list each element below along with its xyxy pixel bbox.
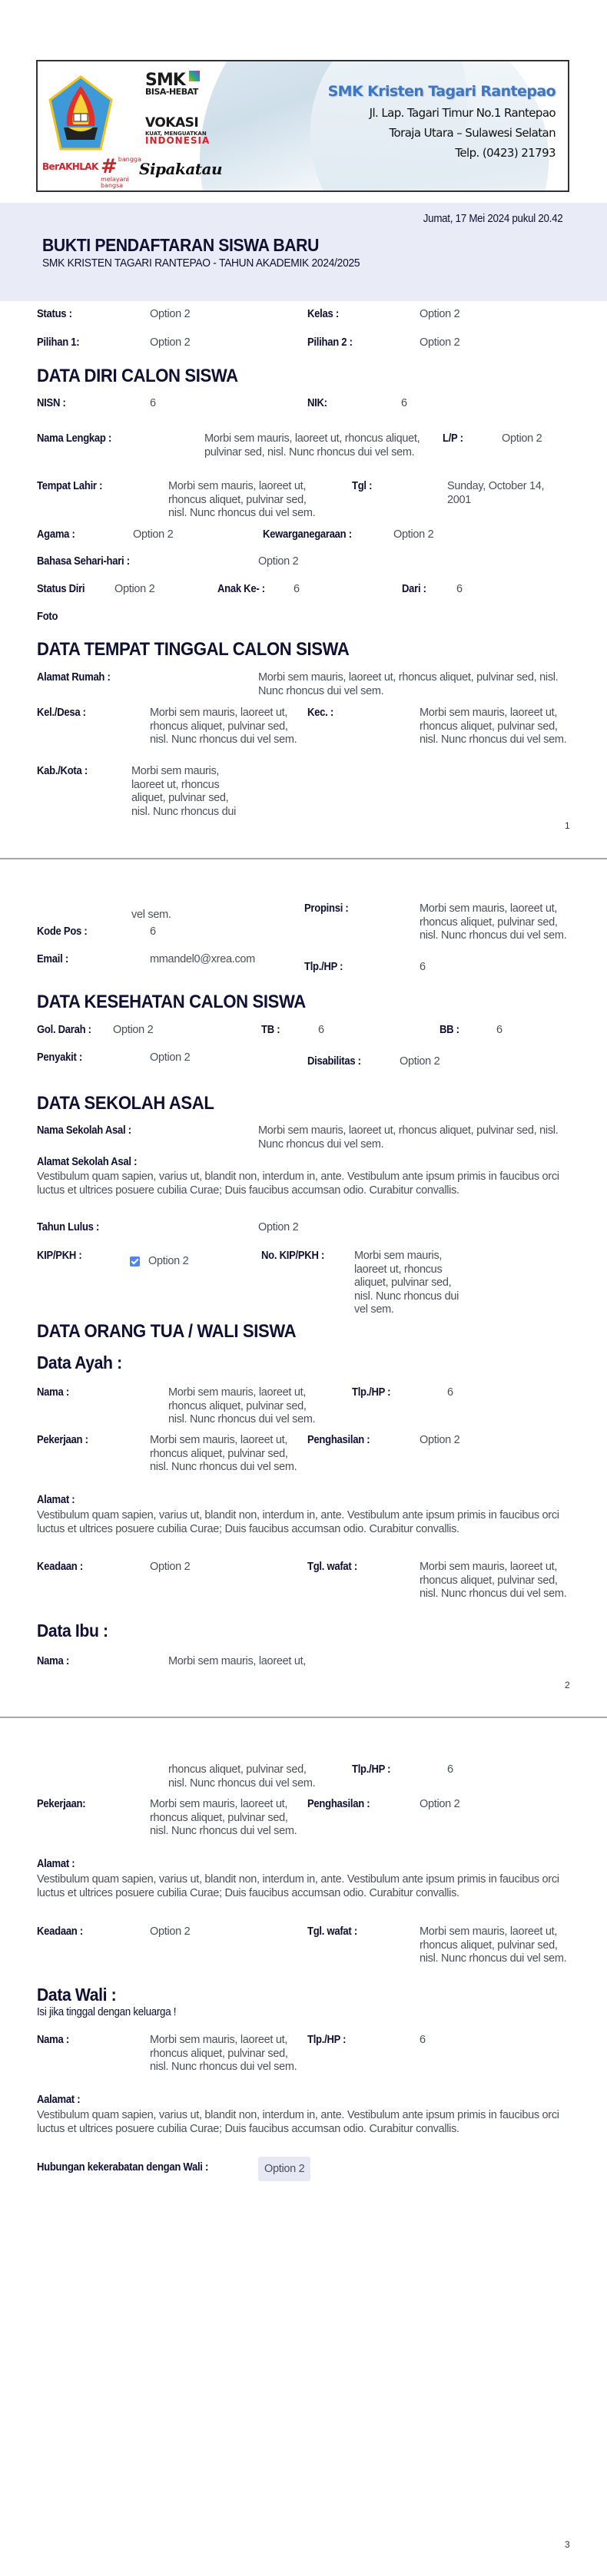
nik-label: NIK: [307, 397, 327, 409]
ayah-alamat-label: Alamat : [37, 1494, 75, 1506]
ibu-nama-value: Morbi sem mauris, laoreet ut, [168, 1655, 307, 1667]
tempat-lahir-value: Morbi sem mauris, laoreet ut, rhoncus aliquet, pulvinar sed, nisl. Nunc rhoncus dui vel sem. [168, 480, 316, 519]
page-break-divider [0, 1717, 607, 1718]
alamat-rumah-label: Alamat Rumah : [37, 671, 111, 684]
kab-kota-label: Kab./Kota : [37, 765, 88, 777]
ayah-alamat-value: Vestibulum quam sapien, varius ut, blandit non, interdum in, ante. Vestibulum ante ipsum primis in faucibus orci luctus et ultrices posuere cubilia Curae; Duis faucibus accumsan odio. Curabitur convallis. [37, 1509, 559, 1535]
ayah-nama-label: Nama : [37, 1386, 69, 1399]
kab-kota-value: Morbi sem mauris, laoreet ut, rhoncus aliquet, pulvinar sed, nisl. Nunc rhoncus dui [131, 765, 237, 818]
kode-pos-label: Kode Pos : [37, 925, 88, 938]
subheading-data-wali: Data Wali : [37, 1985, 117, 2005]
kec-label: Kec. : [307, 707, 333, 719]
status-diri-label: Status Diri [37, 583, 85, 595]
pilihan1-value: Option 2 [150, 336, 191, 349]
pilihan2-value: Option 2 [420, 336, 460, 349]
smk-bisa-hebat-logo: SMK BISA-HEBAT [145, 71, 200, 97]
penyakit-value: Option 2 [150, 1051, 191, 1064]
gol-darah-value: Option 2 [113, 1024, 154, 1036]
nisn-label: NISN : [37, 397, 66, 409]
bangga-melayani-bangsa-logo: # bangga melayani bangsa [101, 155, 141, 189]
status-label: Status : [37, 308, 72, 320]
no-kip-label: No. KIP/PKH : [261, 1250, 325, 1262]
email-label: Email : [37, 953, 68, 965]
ibu-wafat-label: Tgl. wafat : [307, 1925, 357, 1938]
tb-label: TB : [261, 1024, 280, 1036]
disabilitas-value: Option 2 [400, 1055, 440, 1068]
ibu-keadaan-value: Option 2 [150, 1925, 191, 1938]
ibu-alamat-value: Vestibulum quam sapien, varius ut, blandit non, interdum in, ante. Vestibulum ante ipsum primis in faucibus orci luctus et ultrices posuere cubilia Curae; Duis faucibus accumsan odio. Curabitur convallis. [37, 1873, 559, 1899]
vokasi-logo: VOKASI KUAT, MENGUATKAN INDONESIA [145, 115, 211, 146]
wali-alamat-value: Vestibulum quam sapien, varius ut, blandit non, interdum in, ante. Vestibulum ante ipsum primis in faucibus orci luctus et ultrices posuere cubilia Curae; Duis faucibus accumsan odio. Curabitur convallis. [37, 2109, 559, 2135]
wali-nama-value: Morbi sem mauris, laoreet ut, rhoncus aliquet, pulvinar sed, nisl. Nunc rhoncus dui vel sem. [150, 2034, 297, 2073]
nik-value: 6 [401, 397, 407, 409]
nama-lengkap-label: Nama Lengkap : [37, 432, 112, 445]
document-subtitle: SMK KRISTEN TAGARI RANTEPAO - TAHUN AKADEMIK 2024/2025 [42, 257, 360, 270]
section-heading-tempat-tinggal: DATA TEMPAT TINGGAL CALON SISWA [37, 639, 350, 660]
nama-lengkap-value: Morbi sem mauris, laoreet ut, rhoncus aliquet, pulvinar sed, nisl. Nunc rhoncus dui vel sem. [204, 432, 420, 459]
tgl-lahir-label: Tgl : [352, 480, 373, 492]
tb-value: 6 [318, 1024, 324, 1036]
pilihan2-label: Pilihan 2 : [307, 336, 353, 349]
ayah-penghasilan-label: Penghasilan : [307, 1434, 370, 1446]
tlp-value: 6 [420, 961, 426, 973]
tlp-label: Tlp./HP : [304, 961, 343, 973]
kip-value: Option 2 [148, 1255, 189, 1267]
hubungan-wali-label: Hubungan kekerabatan dengan Wali : [37, 2161, 209, 2174]
banner-address-line2: Toraja Utara – Sulawesi Selatan [389, 126, 556, 140]
wali-tlp-value: 6 [420, 2034, 426, 2046]
wali-tlp-label: Tlp./HP : [307, 2034, 347, 2046]
ayah-keadaan-value: Option 2 [150, 1561, 191, 1573]
ibu-nama-label: Nama : [37, 1655, 69, 1667]
foto-label: Foto [37, 611, 58, 623]
hubungan-wali-value: Option 2 [258, 2157, 310, 2181]
page-number: 3 [565, 2539, 570, 2550]
alamat-sekolah-label: Alamat Sekolah Asal : [37, 1156, 138, 1168]
kip-checkbox[interactable] [130, 1257, 140, 1266]
ibu-penghasilan-value: Option 2 [420, 1798, 460, 1810]
section-heading-orang-tua: DATA ORANG TUA / WALI SISWA [37, 1321, 297, 1342]
tgl-lahir-value: Sunday, October 14, 2001 [447, 480, 545, 506]
kode-pos-value: 6 [150, 925, 156, 938]
sipakatau-logo: Sipakatau [139, 160, 223, 178]
school-crest-logo [48, 75, 113, 152]
banner-school-name: SMK Kristen Tagari Rantepao [327, 83, 556, 100]
ayah-wafat-value: Morbi sem mauris, laoreet ut, rhoncus aliquet, pulvinar sed, nisl. Nunc rhoncus dui vel sem. [420, 1561, 567, 1600]
propinsi-label: Propinsi : [304, 902, 349, 915]
wali-alamat-label: Aalamat : [37, 2094, 81, 2106]
no-kip-value: Morbi sem mauris, laoreet ut, rhoncus aliquet, pulvinar sed, nisl. Nunc rhoncus dui vel sem. [354, 1250, 459, 1316]
bb-value: 6 [496, 1024, 503, 1036]
ayah-keadaan-label: Keadaan : [37, 1561, 83, 1573]
penyakit-label: Penyakit : [37, 1051, 82, 1064]
bahasa-value: Option 2 [258, 555, 299, 568]
subheading-data-ibu: Data Ibu : [37, 1621, 108, 1641]
tahun-lulus-value: Option 2 [258, 1221, 299, 1233]
nisn-value: 6 [150, 397, 156, 409]
status-value: Option 2 [150, 308, 191, 320]
kip-label: KIP/PKH : [37, 1250, 82, 1262]
alamat-sekolah-value: Vestibulum quam sapien, varius ut, blandit non, interdum in, ante. Vestibulum ante ipsum primis in faucibus orci luctus et ultrices posuere cubilia Curae; Duis faucibus accumsan odio. Curabitur convallis. [37, 1170, 559, 1197]
ayah-tlp-label: Tlp./HP : [352, 1386, 391, 1399]
lp-label: L/P : [443, 432, 463, 445]
bb-label: BB : [439, 1024, 459, 1036]
dari-label: Dari : [402, 583, 426, 595]
ayah-tlp-value: 6 [447, 1386, 453, 1399]
ibu-pekerjaan-label: Pekerjaan: [37, 1798, 86, 1810]
wali-note: Isi jika tinggal dengan keluarga ! [37, 2006, 177, 2018]
page-number: 1 [565, 820, 570, 831]
section-heading-sekolah-asal: DATA SEKOLAH ASAL [37, 1093, 214, 1114]
agama-value: Option 2 [133, 528, 174, 541]
dari-value: 6 [456, 583, 463, 595]
kel-desa-label: Kel./Desa : [37, 707, 86, 719]
kewarganegaraan-value: Option 2 [393, 528, 434, 541]
propinsi-value: Morbi sem mauris, laoreet ut, rhoncus aliquet, pulvinar sed, nisl. Nunc rhoncus dui vel sem. [420, 902, 567, 942]
wali-nama-label: Nama : [37, 2034, 69, 2046]
ayah-pekerjaan-label: Pekerjaan : [37, 1434, 88, 1446]
ayah-penghasilan-value: Option 2 [420, 1434, 460, 1446]
ibu-wafat-value: Morbi sem mauris, laoreet ut, rhoncus aliquet, pulvinar sed, nisl. Nunc rhoncus dui vel sem. [420, 1925, 567, 1965]
kelas-value: Option 2 [420, 308, 460, 320]
gol-darah-label: Gol. Darah : [37, 1024, 91, 1036]
banner-address-line1: Jl. Lap. Tagari Timur No.1 Rantepao [369, 106, 556, 120]
disabilitas-label: Disabilitas : [307, 1055, 361, 1068]
kec-value: Morbi sem mauris, laoreet ut, rhoncus aliquet, pulvinar sed, nisl. Nunc rhoncus dui vel sem. [420, 707, 567, 746]
ibu-alamat-label: Alamat : [37, 1858, 75, 1870]
ibu-tlp-label: Tlp./HP : [352, 1763, 391, 1776]
kab-kota-value-continued: vel sem. [131, 909, 171, 921]
email-value: mmandel0@xrea.com [150, 953, 255, 965]
school-banner [36, 60, 569, 192]
ibu-tlp-value: 6 [447, 1763, 453, 1776]
tempat-lahir-label: Tempat Lahir : [37, 480, 103, 492]
kel-desa-value: Morbi sem mauris, laoreet ut, rhoncus aliquet, pulvinar sed, nisl. Nunc rhoncus dui vel sem. [150, 707, 297, 746]
subheading-data-ayah: Data Ayah : [37, 1353, 122, 1372]
bahasa-label: Bahasa Sehari-hari : [37, 555, 130, 568]
ayah-nama-value: Morbi sem mauris, laoreet ut, rhoncus aliquet, pulvinar sed, nisl. Nunc rhoncus dui vel sem. [168, 1386, 316, 1425]
pilihan1-label: Pilihan 1: [37, 336, 80, 349]
kewarganegaraan-label: Kewarganegaraan : [263, 528, 352, 541]
print-datetime: Jumat, 17 Mei 2024 pukul 20.42 [423, 213, 562, 225]
page-number: 2 [565, 1680, 570, 1690]
ibu-nama-value-continued: rhoncus aliquet, pulvinar sed, nisl. Nunc rhoncus dui vel sem. [168, 1763, 316, 1790]
page-break-divider [0, 858, 607, 859]
alamat-rumah-value: Morbi sem mauris, laoreet ut, rhoncus aliquet, pulvinar sed, nisl. Nunc rhoncus dui vel sem. [258, 671, 559, 697]
banner-phone: Telp. (0423) 21793 [455, 146, 556, 160]
ayah-wafat-label: Tgl. wafat : [307, 1561, 357, 1573]
kelas-label: Kelas : [307, 308, 339, 320]
lp-value: Option 2 [502, 432, 542, 445]
ibu-pekerjaan-value: Morbi sem mauris, laoreet ut, rhoncus aliquet, pulvinar sed, nisl. Nunc rhoncus dui vel sem. [150, 1798, 297, 1837]
agama-label: Agama : [37, 528, 75, 541]
section-heading-data-diri: DATA DIRI CALON SISWA [37, 366, 238, 386]
nama-sekolah-label: Nama Sekolah Asal : [37, 1124, 131, 1137]
status-diri-value: Option 2 [114, 583, 155, 595]
nama-sekolah-value: Morbi sem mauris, laoreet ut, rhoncus aliquet, pulvinar sed, nisl. Nunc rhoncus dui vel sem. [258, 1124, 559, 1151]
anak-ke-value: 6 [294, 583, 300, 595]
anak-ke-label: Anak Ke- : [217, 583, 265, 595]
document-title: BUKTI PENDAFTARAN SISWA BARU [42, 235, 319, 255]
tahun-lulus-label: Tahun Lulus : [37, 1221, 100, 1233]
ibu-penghasilan-label: Penghasilan : [307, 1798, 370, 1810]
section-heading-kesehatan: DATA KESEHATAN CALON SISWA [37, 992, 306, 1012]
ibu-keadaan-label: Keadaan : [37, 1925, 83, 1938]
ayah-pekerjaan-value: Morbi sem mauris, laoreet ut, rhoncus aliquet, pulvinar sed, nisl. Nunc rhoncus dui vel sem. [150, 1434, 297, 1473]
berakhlak-logo: BerAKHLAK [42, 161, 98, 172]
